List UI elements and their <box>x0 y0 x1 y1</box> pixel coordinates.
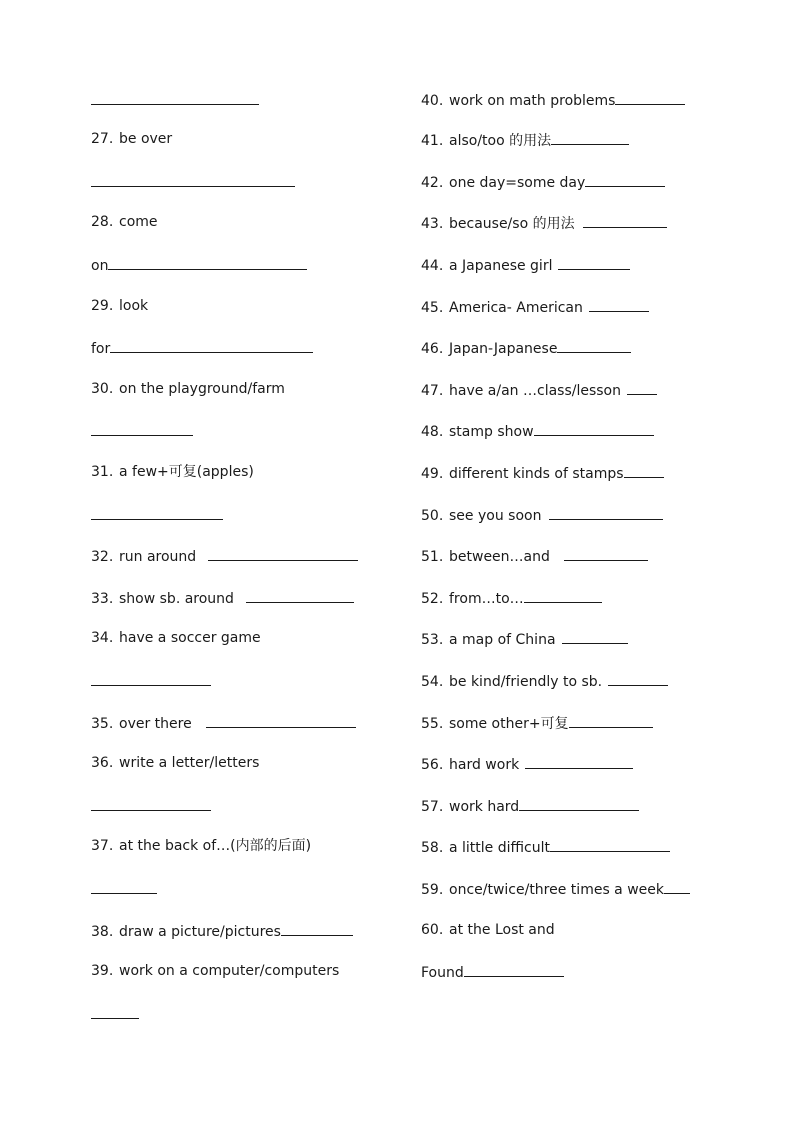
item-text: draw a picture/pictures <box>119 924 281 940</box>
item-number: 46. <box>421 341 444 357</box>
item-text: on the playground/farm <box>119 381 285 397</box>
list-item <box>91 297 148 315</box>
item-number: 36. <box>91 755 114 771</box>
answer-blank[interactable] <box>557 338 631 353</box>
item-text: because/so 的用法 <box>449 216 575 232</box>
answer-blank[interactable] <box>519 796 639 811</box>
answer-blank[interactable] <box>550 837 670 852</box>
list-item <box>421 879 690 899</box>
answer-blank[interactable] <box>91 671 211 691</box>
item-text: see you soon <box>449 508 542 524</box>
item-number: 40. <box>421 93 444 109</box>
item-number: 32. <box>91 549 114 565</box>
answer-blank[interactable] <box>627 380 657 395</box>
item-text: work on math problems <box>449 93 616 109</box>
item-text: have a/an …class/lesson <box>449 383 621 399</box>
list-item <box>421 297 649 317</box>
item-number: 54. <box>421 674 444 690</box>
answer-blank[interactable] <box>464 962 564 977</box>
answer-blank[interactable] <box>549 505 663 520</box>
item-text: hard work <box>449 757 520 773</box>
item-number: 35. <box>91 716 114 732</box>
answer-blank[interactable] <box>624 463 664 478</box>
answer-blank[interactable] <box>664 879 690 894</box>
item-number: 60. <box>421 922 444 938</box>
item-text-continued: on <box>91 258 109 274</box>
list-item-continued <box>421 962 564 982</box>
item-number: 59. <box>421 882 444 898</box>
item-number: 52. <box>421 591 444 607</box>
answer-blank[interactable] <box>281 921 353 936</box>
item-number: 47. <box>421 383 444 399</box>
list-item <box>421 629 628 649</box>
item-number: 50. <box>421 508 444 524</box>
answer-blank[interactable] <box>91 505 223 525</box>
answer-blank[interactable] <box>564 546 648 561</box>
answer-blank[interactable] <box>91 421 193 441</box>
list-item <box>421 588 602 608</box>
item-number: 42. <box>421 175 444 191</box>
item-number: 31. <box>91 464 114 480</box>
answer-blank[interactable] <box>91 796 211 816</box>
list-item <box>421 130 629 150</box>
item-text: have a soccer game <box>119 630 261 646</box>
item-number: 38. <box>91 924 114 940</box>
item-text: a little difficult <box>449 840 551 856</box>
item-number: 58. <box>421 840 444 856</box>
answer-blank[interactable] <box>246 588 354 603</box>
item-text: work hard <box>449 799 520 815</box>
item-number: 27. <box>91 131 114 147</box>
item-text-continued: Found <box>421 965 464 981</box>
answer-blank[interactable] <box>569 713 653 728</box>
item-text: some other+可复 <box>449 716 569 732</box>
item-number: 39. <box>91 963 114 979</box>
answer-blank[interactable] <box>208 546 358 561</box>
list-item-continued <box>91 338 313 358</box>
list-item <box>421 837 670 857</box>
list-item <box>91 837 311 855</box>
item-text: be kind/friendly to sb. <box>449 674 603 690</box>
answer-blank[interactable] <box>583 213 667 228</box>
list-item <box>91 713 356 733</box>
answer-blank[interactable] <box>589 297 649 312</box>
item-text: at the Lost and <box>449 922 555 938</box>
item-number: 51. <box>421 549 444 565</box>
item-number: 37. <box>91 838 114 854</box>
list-item <box>421 421 654 441</box>
item-number: 29. <box>91 298 114 314</box>
list-item <box>91 962 339 980</box>
list-item <box>421 671 668 691</box>
list-item <box>421 338 631 358</box>
item-text: a map of China <box>449 632 556 648</box>
list-item <box>91 921 353 941</box>
item-number: 34. <box>91 630 114 646</box>
list-item <box>91 629 261 647</box>
item-text: work on a computer/computers <box>119 963 340 979</box>
item-text: be over <box>119 131 173 147</box>
item-text: write a letter/letters <box>119 755 260 771</box>
answer-blank[interactable] <box>206 713 356 728</box>
item-number: 28. <box>91 214 114 230</box>
list-item <box>421 546 648 566</box>
item-number: 41. <box>421 133 444 149</box>
list-item <box>421 172 665 192</box>
list-item <box>421 754 633 774</box>
item-number: 57. <box>421 799 444 815</box>
item-number: 53. <box>421 632 444 648</box>
item-number: 45. <box>421 300 444 316</box>
list-item <box>421 796 639 816</box>
item-text: a few+可复(apples) <box>119 464 254 480</box>
answer-blank[interactable] <box>615 90 685 105</box>
item-number: 48. <box>421 424 444 440</box>
item-number: 56. <box>421 757 444 773</box>
list-item <box>421 463 664 483</box>
answer-blank[interactable] <box>110 338 313 353</box>
item-number: 33. <box>91 591 114 607</box>
item-text: one day=some day <box>449 175 586 191</box>
item-number: 43. <box>421 216 444 232</box>
list-item <box>91 130 172 148</box>
answer-blank[interactable] <box>525 754 633 769</box>
list-item <box>421 921 555 939</box>
list-item <box>91 213 158 231</box>
list-item <box>91 463 254 481</box>
answer-blank[interactable] <box>91 879 157 899</box>
item-text: come <box>119 214 158 230</box>
list-item <box>91 754 259 772</box>
list-item <box>421 213 667 233</box>
item-text: stamp show <box>449 424 534 440</box>
item-text: at the back of…(内部的后面) <box>119 838 312 854</box>
item-text: different kinds of stamps <box>449 466 624 482</box>
list-item <box>421 90 685 110</box>
answer-blank[interactable] <box>585 172 665 187</box>
item-text: over there <box>119 716 192 732</box>
answer-blank[interactable] <box>534 421 654 436</box>
item-number: 30. <box>91 381 114 397</box>
answer-blank[interactable] <box>608 671 668 686</box>
item-text: a Japanese girl <box>449 258 553 274</box>
list-item <box>91 588 354 608</box>
item-text: show sb. around <box>119 591 234 607</box>
item-text: Japan-Japanese <box>449 341 558 357</box>
answer-blank[interactable] <box>91 90 259 110</box>
answer-blank[interactable] <box>91 1004 139 1024</box>
answer-blank[interactable] <box>558 255 630 270</box>
answer-blank[interactable] <box>551 130 629 145</box>
answer-blank[interactable] <box>562 629 628 644</box>
answer-blank[interactable] <box>91 172 295 192</box>
list-item <box>91 546 358 566</box>
item-text: run around <box>119 549 197 565</box>
item-number: 49. <box>421 466 444 482</box>
answer-blank[interactable] <box>524 588 602 603</box>
list-item <box>421 255 630 275</box>
item-text: once/twice/three times a week <box>449 882 664 898</box>
item-number: 44. <box>421 258 444 274</box>
list-item <box>421 713 653 733</box>
list-item <box>91 380 285 398</box>
answer-blank[interactable] <box>108 255 307 270</box>
item-text: America- American <box>449 300 583 316</box>
item-text: look <box>119 298 149 314</box>
item-text: between…and <box>449 549 550 565</box>
list-item <box>421 505 663 525</box>
list-item <box>421 380 657 400</box>
item-text: also/too 的用法 <box>449 133 552 149</box>
list-item-continued <box>91 255 307 275</box>
item-text-continued: for <box>91 341 111 357</box>
item-text: from…to… <box>449 591 524 607</box>
item-number: 55. <box>421 716 444 732</box>
